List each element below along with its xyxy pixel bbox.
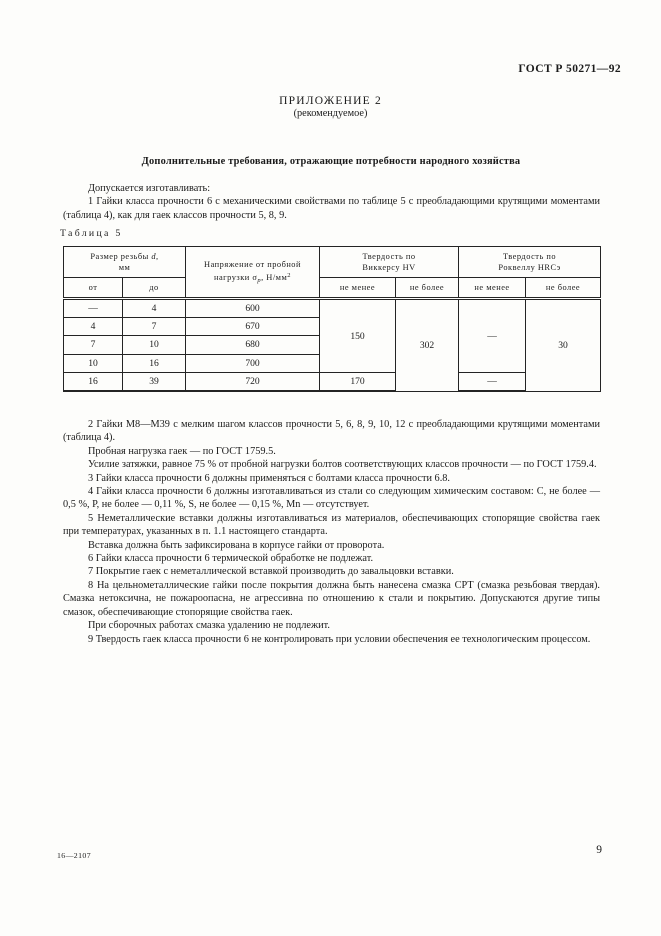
cell-to: 10: [123, 336, 186, 355]
col-header-thread-size: [64, 247, 186, 278]
section-heading: Дополнительные требования, отражающие потребности народного хозяйства: [141, 156, 521, 167]
paragraph-tightening: Усилие затяжки, равное 75 % от пробной нагрузки болтов соответствующих классов прочности — по ГОСТ 1759.4.: [88, 459, 597, 471]
thread-size-comma: ,: [156, 252, 159, 261]
cell-hv-min-row5: 170: [320, 373, 396, 392]
col-header-hardness-rockwell: [459, 247, 601, 278]
cell-from: 4: [64, 317, 123, 336]
cell-from: —: [64, 299, 123, 318]
cell-to: 16: [123, 354, 186, 373]
intro-block: [63, 182, 600, 222]
page-number: 9: [596, 844, 602, 856]
print-order-number: 16—2107: [57, 851, 91, 860]
proof-stress-line2: нагрузки σ: [213, 272, 258, 282]
intro-item-1: 1 Гайки класса прочности 6 с механическими свойствами по таблице 5 с преобладающими крутящими моментами (таблица 4), как для гаек классов прочности 5, 8, 9.: [63, 196, 600, 221]
paragraph-assembly: При сборочных работах смазка удалению не подлежит.: [88, 620, 330, 632]
cell-stress: 700: [186, 354, 320, 373]
cell-hv-min-merged: 150: [320, 299, 396, 373]
paragraph-5: 5 Неметаллические вставки должны изготавливаться из материалов, обеспечивающих стопорящие свойства гаек при температурах, указанных в п. 1.1 настоящего стандарта.: [63, 512, 600, 538]
thread-size-text: Размер резьбы: [90, 252, 152, 261]
subcol-from: от: [64, 278, 123, 299]
paragraph-7: 7 Покрытие гаек с неметаллической вставкой производить до завальцовки вставки.: [88, 566, 454, 578]
cell-hv-max-merged: 302: [396, 299, 459, 392]
paragraph-2: 2 Гайки М8—М39 с мелким шагом классов прочности 5, 6, 8, 9, 10, 12 с преобладающими крутящими моментами (таблица 4).: [63, 419, 600, 444]
intro-lead: Допускается изготавливать:: [88, 183, 211, 194]
hrc-line2: Роквеллу HRCэ: [498, 263, 561, 272]
appendix-title: ПРИЛОЖЕНИЕ 2: [279, 95, 382, 107]
cell-from: 16: [64, 373, 123, 392]
paragraph-9: 9 Твердость гаек класса прочности 6 не контролировать при условии обеспечения ее технологическим процессом.: [88, 633, 591, 645]
cell-stress: 600: [186, 299, 320, 318]
subcol-hrc-max: не более: [526, 278, 601, 299]
hv-line2: Виккерсу HV: [362, 263, 416, 272]
doc-reference: ГОСТ Р 50271—92: [518, 63, 621, 75]
thread-size-symbol: d: [151, 252, 157, 261]
proof-stress-superscript: 2: [287, 271, 292, 279]
hv-line1: Твердость по: [362, 252, 416, 261]
paragraph-4: 4 Гайки класса прочности 6 должны изготавливаться из стали со следующим химическим составом: С, не более — 0,5 %, Р, не более — 0,11 %, S, не более — 0,15 %, Mn — отсутствует.: [63, 486, 600, 511]
appendix-header: [0, 95, 661, 119]
proof-stress-subscript: р: [257, 276, 262, 284]
col-header-hardness-vickers: [320, 247, 459, 278]
subcol-to: до: [123, 278, 186, 299]
cell-hrc-max-merged: 30: [526, 299, 601, 392]
cell-hrc-min-row5: —: [459, 373, 526, 392]
table-label: Таблица 5: [60, 228, 123, 239]
thread-size-unit: мм: [118, 263, 131, 272]
subcol-hv-min: не менее: [320, 278, 396, 299]
cell-stress: 680: [186, 336, 320, 355]
cell-to: 39: [123, 373, 186, 392]
paragraph-insert: Вставка должна быть зафиксирована в корпусе гайки от проворота.: [88, 539, 385, 551]
table-header-sub-row: [64, 278, 601, 299]
cell-stress: 670: [186, 317, 320, 336]
subcol-hrc-min: не менее: [459, 278, 526, 299]
appendix-subtitle: (рекомендуемое): [293, 108, 368, 119]
proof-stress-unit: , Н/мм: [261, 272, 288, 282]
cell-hrc-min-merged: —: [459, 299, 526, 373]
paragraph-3: 3 Гайки класса прочности 6 должны применяться с болтами класса прочности 6.8.: [88, 472, 450, 484]
cell-from: 7: [64, 336, 123, 355]
table-row: [64, 373, 601, 392]
col-header-proof-stress: [186, 247, 320, 299]
table-row: [64, 299, 601, 318]
paragraph-8: 8 На цельнометаллические гайки после покрытия должна быть нанесена смазка СРТ (смазка резьбовая твердая). Смазка нетоксична, не пожароопасна, не агрессивна по отношению к стали и покрытию. Допускаются другие типы смазок, обеспечивающие стопорящие свойства гаек.: [63, 579, 600, 618]
cell-from: 10: [64, 354, 123, 373]
paragraph-proof-load: Пробная нагрузка гаек — по ГОСТ 1759.5.: [88, 445, 276, 457]
table-5: [63, 246, 601, 392]
requirements-block: [63, 418, 600, 646]
paragraph-6: 6 Гайки класса прочности 6 термической обработке не подлежат.: [88, 553, 374, 565]
subcol-hv-max: не более: [396, 278, 459, 299]
proof-stress-line1: Напряжение от пробной: [204, 259, 301, 269]
cell-stress: 720: [186, 373, 320, 392]
table-header-group-row: [64, 247, 601, 278]
hrc-line1: Твердость по: [503, 252, 557, 261]
cell-to: 4: [123, 299, 186, 318]
cell-to: 7: [123, 317, 186, 336]
